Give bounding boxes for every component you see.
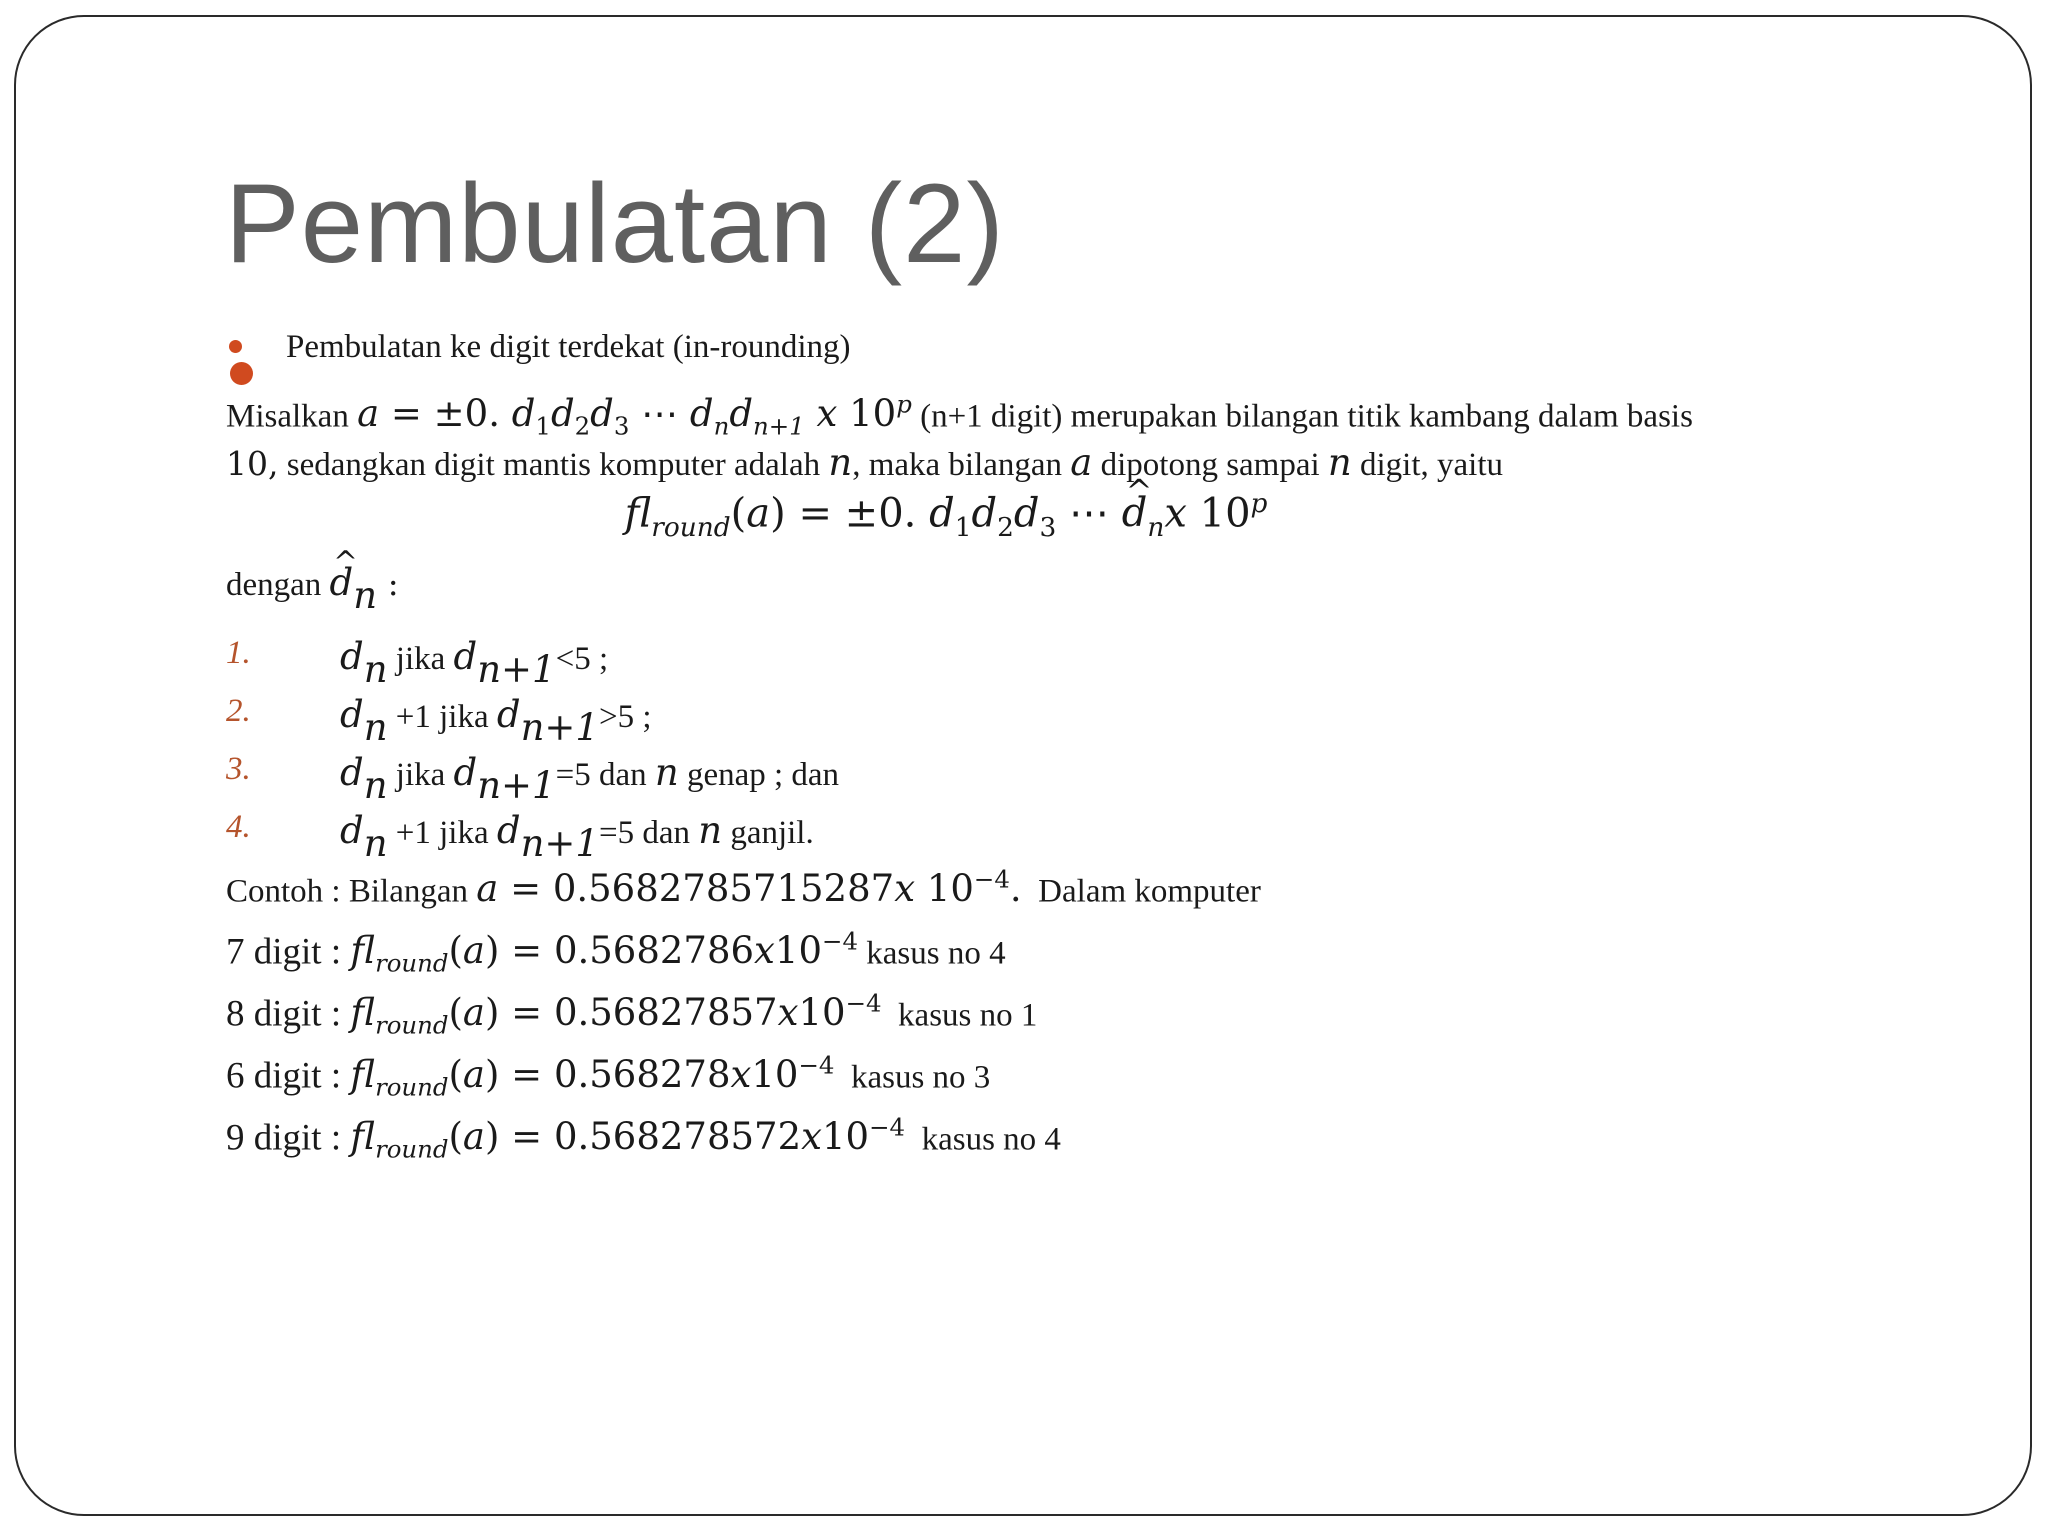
para2-a: sedangkan digit mantis komputer adalah [278, 447, 829, 484]
para2-b: , maka bilangan [852, 447, 1071, 484]
dengan-text: dengan [226, 567, 330, 604]
example-line: Contoh : Bilangan a = 0.5682785715287x $10^{-4}$. Dalam komputer [226, 864, 1261, 911]
bullet-dots-icon [226, 340, 252, 384]
example-row-9-digit: 9 digit : $fl_{round}(a) = 0.568278572x10^{-4}$ kasus no 4 [226, 1112, 1061, 1164]
rule-text: $d_n +1$ jika $d_{n+1}=5$ dan n ganjil. [340, 808, 814, 865]
example-row-7-digit: 7 digit : $fl_{round}(a) = 0.5682786x10^{-4}$ kasus no 4 [226, 926, 1006, 978]
rounding-formula: $fl_{round}(a) = \pm 0$. $d_1d_2d_3$ ⋯ ^ $d_nx$ 10$^p$ [226, 488, 1786, 543]
example-lead: Contoh : Bilangan [226, 873, 477, 910]
definition-line-2: 10, sedangkan digit mantis komputer adalah n, maka bilangan a dipotong sampai n digit, yaitu [226, 441, 1504, 485]
definition-line-1 [226, 390, 1786, 441]
para2-c: dipotong sampai [1092, 447, 1328, 484]
rule-text: $d_n$ jika $d_{n+1}=5$ dan n genap ; dan [340, 750, 840, 807]
rule-item-4 [226, 808, 1786, 865]
example-value: 0.5682785715287 [552, 867, 895, 911]
para2-lead: 10, [226, 444, 279, 484]
rule-item-1 [226, 634, 1786, 691]
bullet-text: Pembulatan ke digit terdekat (in-rounding) [286, 329, 851, 365]
example-tail: Dalam komputer [1038, 873, 1261, 910]
para1-prefix: Misalkan [226, 398, 358, 435]
rule-number: 4. [226, 808, 251, 845]
para1-middle: (n+1 digit) merupakan bilangan titik kambang dalam basis [911, 398, 1693, 435]
float-definition: a = ±0. $d_1d_2d_3$ ⋯ $d_nd_{n+1}$ x 10$^p$ [357, 390, 912, 441]
para2-d: digit, yaitu [1351, 447, 1504, 484]
rule-number: 1. [226, 634, 251, 671]
example-row-6-digit: 6 digit : $fl_{round}(a) = 0.568278x10^{-4}$ kasus no 3 [226, 1050, 991, 1102]
dengan-line: dengan ^ $d_n$ : [226, 561, 1786, 618]
rule-item-3 [226, 750, 1786, 807]
example-row-8-digit: 8 digit : $fl_{round}(a) = 0.56827857x10^{-4}$ kasus no 1 [226, 988, 1038, 1040]
bullet-item [226, 328, 1786, 374]
rule-text: $d_n$ jika $d_{n+1}<5$ ; [340, 634, 609, 691]
rule-number: 3. [226, 750, 251, 787]
rule-number: 2. [226, 692, 251, 729]
rule-text: $d_n +1$ jika $d_{n+1}>5$ ; [340, 692, 652, 749]
slide-content [226, 328, 1786, 1164]
rule-item-2 [226, 692, 1786, 749]
slide-title: Pembulatan (2) [225, 161, 1005, 286]
